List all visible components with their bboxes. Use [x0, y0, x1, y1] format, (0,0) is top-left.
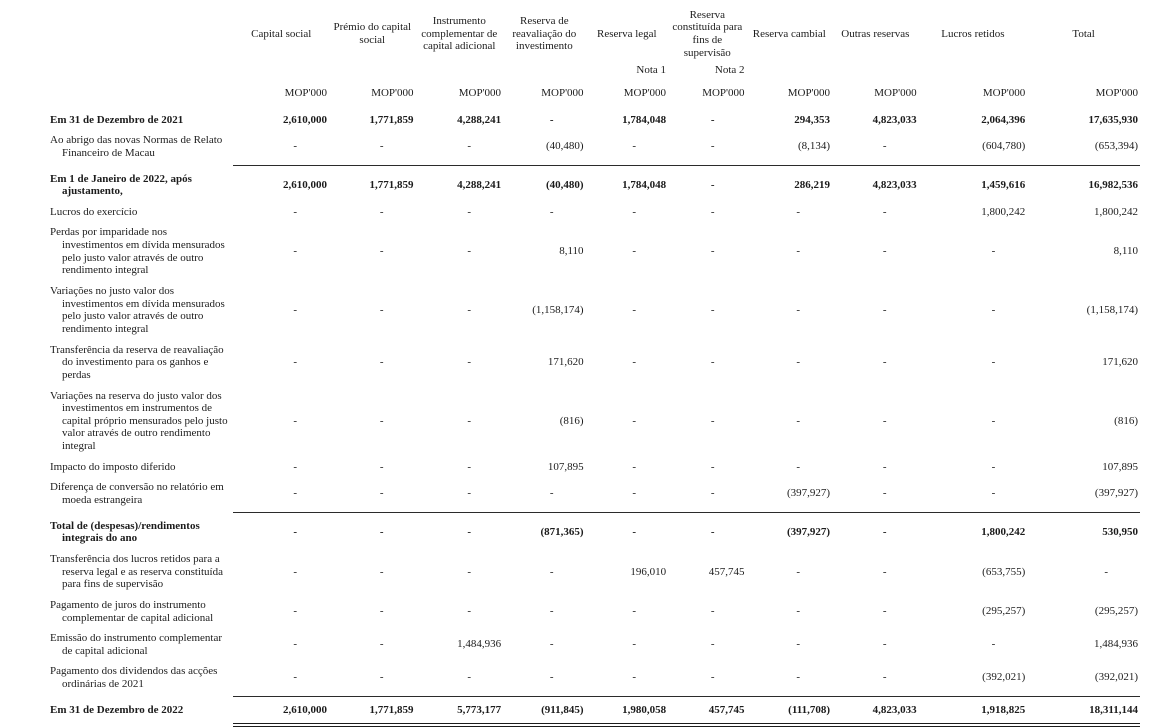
value-cell: -	[710, 460, 715, 473]
value-cell: -	[379, 414, 384, 427]
row-label: Em 31 de Dezembro de 2022	[50, 703, 184, 716]
value-cell: -	[467, 356, 472, 369]
value-cell: (604,780)	[919, 130, 1028, 165]
table-row	[0, 661, 1140, 696]
value-cell: -	[329, 477, 416, 512]
row-label: Emissão do instrumento complementar de capital adicional	[50, 632, 222, 657]
value-cell: 1,459,616	[981, 179, 1026, 192]
value-cell: -	[796, 356, 801, 369]
value-cell: -	[379, 205, 384, 218]
value-cell: 8,110	[1113, 245, 1138, 258]
value-cell: 1,800,242	[981, 526, 1026, 539]
value-cell: 1,784,048	[622, 179, 667, 192]
value-cell: -	[632, 304, 637, 316]
value-cell: -	[710, 526, 715, 539]
column-header-reserva-reavaliacao: Reserva de reavaliação do investimento	[512, 15, 577, 53]
value-cell: (1,158,174)	[532, 304, 584, 316]
row-label: Em 1 de Janeiro de 2022, após ajustamento,	[50, 172, 192, 198]
table-row	[0, 477, 1140, 512]
table-row	[0, 549, 1140, 595]
unit-label: MOP'000	[702, 87, 745, 99]
value-cell: -	[379, 526, 384, 539]
value-cell: (816)	[559, 414, 584, 427]
value-cell: -	[632, 638, 637, 651]
value-cell: -	[882, 565, 887, 578]
note-cell	[919, 62, 1028, 79]
unit-label: MOP'000	[982, 87, 1026, 99]
table-row	[0, 166, 1140, 202]
table-row	[0, 628, 1140, 661]
value-cell: -	[991, 245, 996, 258]
value-cell: 1,771,859	[329, 697, 416, 725]
value-cell: -	[586, 130, 669, 165]
note-cell	[233, 62, 329, 79]
value-cell: -	[710, 113, 715, 126]
unit-label: MOP'000	[458, 87, 502, 99]
row-label: Variações no justo valor dos investimentos em dívida mensurados pelo justo valor através de outro rendimento integral	[50, 285, 225, 335]
value-cell: -	[882, 356, 887, 369]
column-header-total: Total	[1072, 27, 1095, 40]
value-cell: -	[329, 661, 416, 696]
value-cell: 1,918,825	[919, 697, 1028, 725]
header-row-notes	[0, 62, 1140, 79]
value-cell: -	[710, 638, 715, 651]
value-cell: 1,771,859	[369, 113, 414, 126]
value-cell: 530,950	[1102, 526, 1138, 539]
value-cell: -	[882, 605, 887, 618]
value-cell: 457,745	[668, 697, 746, 725]
note-cell	[416, 62, 504, 79]
value-cell: (40,480)	[503, 130, 586, 165]
value-cell: -	[379, 304, 384, 316]
value-cell: -	[293, 638, 297, 651]
value-cell: 4,823,033	[832, 697, 919, 725]
value-cell: -	[467, 460, 472, 473]
value-cell: (392,021)	[919, 661, 1028, 696]
value-cell: -	[632, 605, 637, 618]
value-cell: 2,610,000	[283, 113, 327, 126]
value-cell: -	[379, 605, 384, 618]
value-cell: -	[668, 477, 746, 512]
value-cell: (392,021)	[1027, 661, 1140, 696]
value-cell: (816)	[1114, 414, 1138, 427]
value-cell: -	[586, 477, 669, 512]
column-header-reserva-supervisao: Reserva constituída para fins de supervisão	[672, 8, 743, 59]
table-row	[0, 595, 1140, 628]
value-cell: 2,064,396	[981, 113, 1026, 126]
value-cell: -	[503, 477, 586, 512]
column-header-lucros-retidos: Lucros retidos	[941, 27, 1005, 40]
value-cell: 286,219	[794, 179, 831, 192]
unit-spacer	[0, 79, 233, 110]
value-cell: 2,610,000	[283, 179, 327, 192]
header-row-units	[0, 79, 1140, 110]
value-cell: -	[991, 356, 996, 369]
table-row	[0, 386, 1140, 457]
unit-label: MOP'000	[787, 87, 831, 99]
value-cell: -	[233, 661, 329, 696]
value-cell: 8,110	[559, 245, 584, 258]
value-cell: 107,895	[547, 460, 584, 473]
value-cell: -	[832, 661, 919, 696]
value-cell: 4,823,033	[872, 113, 917, 126]
row-label: Perdas por imparidade nos investimentos em dívida mensurados pelo justo valor através de outro rendimento integral	[50, 226, 225, 277]
table-row	[0, 110, 1140, 131]
value-cell: -	[379, 356, 384, 369]
value-cell: -	[991, 460, 996, 473]
value-cell: -	[796, 414, 801, 427]
note-1-label: Nota 1	[636, 64, 667, 77]
row-label: Transferência dos lucros retidos para a reserva legal e as reserva constituída para fins de supervisão	[50, 552, 223, 591]
value-cell: -	[293, 356, 297, 369]
header-spacer	[0, 4, 233, 62]
value-cell: 5,773,177	[416, 697, 504, 725]
value-cell: -	[632, 526, 637, 539]
value-cell: -	[882, 414, 887, 427]
value-cell: -	[796, 205, 801, 218]
row-label: Em 31 de Dezembro de 2021	[50, 113, 184, 126]
value-cell: -	[882, 526, 887, 539]
row-label: Impacto do imposto diferido	[50, 460, 176, 473]
value-cell: -	[991, 638, 996, 651]
table-row	[0, 130, 1140, 165]
column-header-instrumento: Instrumento complementar de capital adicional	[421, 15, 498, 53]
value-cell: 1,484,936	[1094, 638, 1138, 651]
value-cell: -	[416, 130, 504, 165]
value-cell: -	[632, 205, 637, 218]
table-row	[0, 697, 1140, 725]
value-cell: -	[467, 205, 472, 218]
row-label: Total de (despesas)/rendimentos integrais do ano	[50, 519, 200, 545]
value-cell: (397,927)	[786, 526, 831, 539]
value-cell: -	[233, 130, 329, 165]
value-cell: -	[379, 245, 384, 258]
value-cell: -	[467, 526, 472, 539]
value-cell: 171,620	[547, 356, 584, 369]
note-cell	[1027, 62, 1140, 79]
unit-label: MOP'000	[1095, 87, 1138, 99]
value-cell: -	[416, 661, 504, 696]
value-cell: -	[293, 460, 297, 473]
value-cell: -	[710, 356, 715, 369]
value-cell: 17,635,930	[1088, 113, 1138, 126]
value-cell: 16,982,536	[1088, 179, 1138, 192]
value-cell: -	[416, 477, 504, 512]
value-cell: -	[832, 477, 919, 512]
value-cell: (653,755)	[982, 565, 1026, 578]
value-cell: -	[796, 565, 801, 578]
value-cell: 1,784,048	[622, 113, 667, 126]
value-cell: 4,288,241	[457, 113, 502, 126]
value-cell: -	[632, 356, 637, 369]
value-cell: (911,845)	[503, 697, 586, 725]
value-cell: -	[293, 565, 297, 578]
value-cell: -	[1104, 565, 1108, 578]
value-cell: -	[919, 477, 1028, 512]
value-cell: -	[467, 605, 472, 618]
value-cell: (295,257)	[1094, 605, 1138, 618]
value-cell: 4,288,241	[457, 179, 502, 192]
table-row	[0, 457, 1140, 478]
value-cell: -	[668, 661, 746, 696]
value-cell: -	[882, 460, 887, 473]
value-cell: 1,771,859	[369, 179, 414, 192]
value-cell: 1,980,058	[586, 697, 669, 725]
note-cell	[832, 62, 919, 79]
equity-changes-table	[0, 4, 1140, 727]
column-header-reserva-cambial: Reserva cambial	[752, 27, 826, 40]
value-cell: -	[796, 245, 801, 258]
value-cell: 107,895	[1102, 460, 1138, 473]
value-cell: -	[882, 638, 887, 651]
row-label: Variações na reserva do justo valor dos investimentos em instrumentos de capital próprio mensurados pelo justo valor através de outro rendimento integral	[50, 389, 228, 453]
value-cell: -	[503, 661, 586, 696]
value-cell: (1,158,174)	[1086, 304, 1138, 316]
column-header-capital-social: Capital social	[251, 27, 312, 40]
value-cell: -	[991, 304, 996, 316]
value-cell: -	[549, 605, 554, 618]
table-row	[0, 340, 1140, 386]
value-cell: -	[549, 565, 554, 578]
value-cell: -	[293, 414, 297, 427]
value-cell: (397,927)	[747, 477, 833, 512]
unit-label: MOP'000	[541, 87, 584, 99]
value-cell: -	[467, 245, 472, 258]
value-cell: -	[293, 526, 297, 539]
table-row	[0, 513, 1140, 549]
table-row	[0, 202, 1140, 223]
value-cell: 2,610,000	[233, 697, 329, 725]
value-cell: -	[710, 179, 715, 192]
value-cell: -	[710, 205, 715, 218]
value-cell: 4,823,033	[872, 179, 917, 192]
value-cell: 1,800,242	[981, 205, 1026, 218]
value-cell: 171,620	[1102, 356, 1138, 369]
row-label: Pagamento de juros do instrumento complementar de capital adicional	[50, 598, 214, 624]
unit-label: MOP'000	[623, 87, 667, 99]
column-header-premio: Prémio do capital social	[333, 21, 412, 46]
value-cell: -	[233, 477, 329, 512]
row-label: Lucros do exercício	[50, 205, 138, 218]
value-cell: -	[668, 130, 746, 165]
value-cell: -	[293, 205, 297, 218]
value-cell: -	[293, 245, 297, 258]
value-cell: -	[832, 130, 919, 165]
note-cell	[329, 62, 416, 79]
value-cell: 18,311,144	[1027, 697, 1140, 725]
value-cell: -	[586, 661, 669, 696]
value-cell: (653,394)	[1027, 130, 1140, 165]
value-cell: -	[379, 460, 384, 473]
value-cell: (40,480)	[545, 179, 584, 192]
note-cell	[747, 62, 833, 79]
value-cell: -	[549, 205, 554, 218]
value-cell: (8,134)	[747, 130, 833, 165]
value-cell: -	[796, 460, 801, 473]
value-cell: 196,010	[630, 565, 667, 578]
table-header	[0, 4, 1140, 110]
value-cell: -	[882, 245, 887, 258]
value-cell: -	[379, 638, 384, 651]
value-cell: -	[379, 565, 384, 578]
value-cell: -	[882, 304, 887, 316]
value-cell: (871,365)	[540, 526, 584, 539]
value-cell: -	[710, 245, 715, 258]
value-cell: 457,745	[708, 565, 745, 578]
note-2-label: Nota 2	[714, 64, 745, 77]
value-cell: -	[632, 245, 637, 258]
column-header-outras-reservas: Outras reservas	[841, 27, 910, 40]
table-body	[0, 110, 1140, 725]
value-cell: -	[796, 638, 801, 651]
value-cell: -	[882, 205, 887, 218]
unit-label: MOP'000	[874, 87, 917, 99]
value-cell: -	[796, 605, 801, 618]
value-cell: -	[710, 304, 715, 316]
value-cell: -	[796, 304, 801, 316]
value-cell: -	[747, 661, 833, 696]
note-spacer	[0, 62, 233, 79]
value-cell: -	[467, 304, 472, 316]
value-cell: -	[991, 414, 996, 427]
value-cell: (295,257)	[982, 605, 1026, 618]
value-cell: -	[710, 605, 715, 618]
value-cell: 1,484,936	[457, 638, 502, 651]
row-label: Ao abrigo das novas Normas de Relato Financeiro de Macau	[50, 134, 223, 159]
header-row-labels	[0, 4, 1140, 62]
value-cell: -	[549, 113, 554, 126]
column-header-reserva-legal: Reserva legal	[597, 27, 657, 40]
table-row	[0, 281, 1140, 340]
value-cell: (397,927)	[1027, 477, 1140, 512]
unit-label: MOP'000	[284, 87, 327, 99]
value-cell: -	[467, 414, 472, 427]
unit-label: MOP'000	[371, 87, 414, 99]
value-cell: -	[293, 304, 297, 316]
row-label: Pagamento dos dividendos das acções ordinárias de 2021	[50, 665, 218, 691]
value-cell: -	[710, 414, 715, 427]
value-cell: 294,353	[794, 113, 831, 126]
row-label: Transferência da reserva de reavaliação do investimento para os ganhos e perdas	[50, 343, 224, 381]
value-cell: -	[632, 460, 637, 473]
value-cell: (111,708)	[747, 697, 833, 725]
value-cell: -	[632, 414, 637, 427]
value-cell: -	[293, 605, 297, 618]
value-cell: 1,800,242	[1094, 205, 1138, 218]
table-row	[0, 222, 1140, 281]
value-cell: -	[467, 565, 472, 578]
note-cell	[503, 62, 586, 79]
row-label: Diferença de conversão no relatório em moeda estrangeira	[50, 481, 224, 507]
value-cell: -	[329, 130, 416, 165]
value-cell: -	[549, 638, 554, 651]
